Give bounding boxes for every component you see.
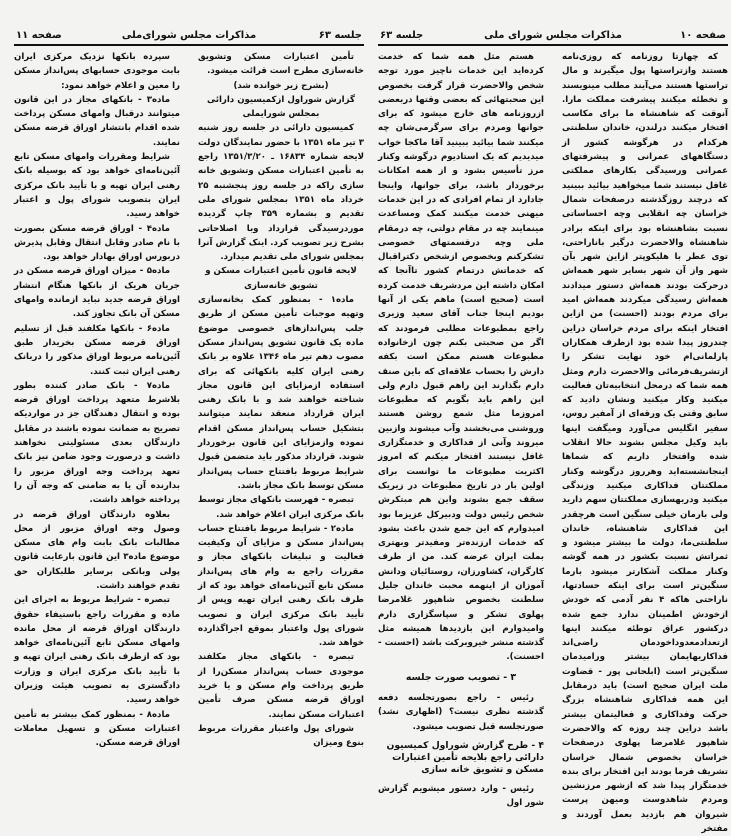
paragraph xyxy=(14,379,180,508)
session-number: جلسه ۶۳ xyxy=(380,30,424,41)
paragraph-text: بمنظور کمک بیشتر به تأمین اعتبارات مسکن و تسهیل معاملات اوراق قرضه مسکن. xyxy=(14,709,180,749)
paragraph xyxy=(14,593,180,707)
column-right xyxy=(198,50,364,751)
section-heading xyxy=(378,671,544,685)
article-label: تبصره - xyxy=(321,495,354,506)
paragraph-text: لایحه قانون تأمین اعتبارات مسکن و تشویق خانه‌سازی xyxy=(205,266,357,291)
article-label: ماده۴ - xyxy=(138,223,170,234)
session-number: جلسه ۶۳ xyxy=(318,30,362,41)
paragraph-text: شرایط مربوط به اجرای این ماده و مقررات راجع باستیفاء حقوق دارندگان اوراق قرضه از محل مانده وامهای مسکن تابع آئین‌نامه‌ای خواهد بود که ازطرف بانک رهنی ایران تهیه و با تأیید بانک مرکزی ایران و وزارت دادگستری به تصویب هیئت وزیران خواهد رسید. xyxy=(14,595,180,706)
page-11 xyxy=(14,28,365,749)
paragraph-text: شرایط مربوط بافتتاح حساب پس‌انداز مسکن و مزایای آن وکیفیت فعالیت و تبلیغات بانکهای مجاز و مقررات راجع به وام های پس‌انداز مسکن تابع آئین‌نامه‌ای خواهد بود که از طرف بانک رهنی ایران تهیه وپس از تأیید بانک مرکزی ایران و تصویب شورای پول واعتبار بموقع اجراگذارده خواهد شد. xyxy=(198,523,364,649)
paragraph xyxy=(14,322,180,379)
column-right xyxy=(562,50,728,836)
section-heading xyxy=(378,740,544,776)
paragraph xyxy=(198,93,364,107)
article-label: ماده۷ - xyxy=(133,380,170,391)
article-label: ماده۶ - xyxy=(138,323,170,334)
paragraph-text: شورای پول واعتبار مقررات مربوط بنوع ومیزان xyxy=(198,723,364,749)
paragraph-text: گزارش شوراول ازکمیسیون دارائی xyxy=(207,94,355,105)
paragraph-text: تأمین اعتبارات مسکن وتشویق خانه‌سازی مطرح است قرائت میشود. xyxy=(198,52,364,77)
publication-title: مذاکرات مجلس شورای‌ملی xyxy=(121,30,257,41)
paragraph-text: بانکهای مجاز در این قانون میتوانند درقبال وامهای مسکن پرداخت شده اقدام بانتشار اوراق قرضه مسکن نمایند. xyxy=(14,94,180,148)
paragraph-text: هستم مثل همه شما که خدمت کرده‌اید این خدمات ناچیز مورد توجه شخص والاحضرت قرار گرفت بخصوص این صحبتهائی که بعضی وقتها دربعضی ازروزنامه های خارج میشود که برای جوانها ومردم برای سرگرمی‌شان چه میکنند شما بیائید ببینید آقا ماکجا خواب میدیدیم که یک استادیوم درگوشه وکنار مرز تأسیس بشود و از همه امکانات برخوردار باشد، برای جوانها، واینجا جادارد از تمام افرادی که در این خدمات میهنی خدمت میکنند کمک ومساعدت مینمایند چه در مقام دولتی، چه درمقام ملی وچه درقسمتهای خصوصی تشکرکنم وبخصوص ازشخص دکتراقبال که خدماتش درتمام کشور تاآنجا که امکان داشته این مردشریف خدمت کرده است (صحیح است) ماهم یکی از آنها بودیم اینجا جناب آقای سعید وزیری راجع بمطبوعات مطلبی فرمودند که اگر من صحبتی بکنم چون ازخانواده مطبوعات هستم ممکن است بکفه دارش را بحساب علاقه‌ای که باین صنف دارم بگذارند این راهم قبول دارم ولی این راهم باید بگویم که مطبوعات امروزما مثل شمع روشن هستند وروشنی می‌بخشند وآب میشوند وازبین میروند وآنی از فداکاری و خدمتگزاری غافل نیستند افتخار میکنم که امروز اکثریت مطبوعات ما توانست برای اولین بار در تاریخ مطبوعات در زیریک سقف جمع بشوند واین هم مبتکرش شخص رئیس دولت ودبیرکل عزیزما بود امیدوارم که این جمع شدن باعث بشود که خدمات ارزنده‌تر ومفیدتر وبهتری بملت ایران عرضه کند. من از طرف کارگران، کشاورزان، روستائیان ودانش آموزان از اینهمه محبت خاندان جلیل سلطنت بخصوص شاهپور غلامرضا پهلوی تشکر و سپاسگزاری دارم وامیدوارم این بازدیدها همیشه مثل گذشته منشر خیروبرکت باشد (احسنت - احسنت). xyxy=(378,52,544,663)
paragraph-text: اوراق قرضه مسکن بصورت با نام صادر وقابل انتقال وقابل پذیرش دربورس اوراق بهادار خواهد بود. xyxy=(14,223,180,263)
paragraph xyxy=(198,79,364,93)
paragraph-text: شرایط ومقررات وامهای مسکن تابع آئین‌نامه‌ای خواهد بود که بوسیله بانک رهنی ایران تهیه و با تأیید بانک مرکزی ایران بتصویب شورای پول و اعتبار خواهد رسید. xyxy=(14,152,180,220)
column-left xyxy=(14,50,180,751)
publication-title: مذاکرات مجلس شورای ملی xyxy=(484,30,622,41)
article-label: ماده۱ - xyxy=(318,295,354,306)
paragraph xyxy=(14,222,180,265)
text-columns xyxy=(14,50,365,749)
paragraph-text: بانکها مکلفند قبل از تسلیم اوراق قرضه مسکن بخریدار طبق آئین‌نامه مربوط اوراق مذکور را دربانک رهنی ایران ثبت کنند. xyxy=(14,323,180,377)
page-number: صفحه ۱۰ xyxy=(680,30,726,41)
paragraph-text: ۴ - طرح گزارش شوراول کمیسیون دارائی راجع بلایحه تأمین اعتبارات مسکن و تشویق خانه سازی xyxy=(386,739,544,775)
paragraph-text: وارد دستور میشویم گزارش شور اول xyxy=(378,783,544,809)
paragraph xyxy=(198,107,364,121)
paragraph xyxy=(562,50,728,836)
article-label: ماده۳ - xyxy=(138,94,171,105)
article-label: ماده۸ - xyxy=(139,709,170,720)
page-10 xyxy=(378,28,729,835)
paragraph xyxy=(14,264,180,321)
paragraph xyxy=(198,493,364,522)
article-label: رئیس - xyxy=(502,783,534,794)
paragraph xyxy=(378,50,544,665)
paragraph-text: راجع بصورتجلسه دفعه گذشته نظری نیست؟ (اظهاری نشد) صورتجلسه قبل تصویب میشود. xyxy=(378,693,544,732)
paragraph xyxy=(14,93,180,150)
paragraph-text: (بشرح زیر خوانده شد) xyxy=(233,80,329,91)
paragraph-text: بمنظور کمک بخانه‌سازی وتهیه موجبات تأمین مسکن از طریق جلب پس‌اندازهای خصوصی موضوع ماده یک قانون تشویق پس‌انداز مسکن مصوب دهم تیر ماه ۱۳۴۶ علاوه بر بانک رهنی ایران کلیه بانکهائی که برای استفاده ازمزایای این قانون مجاز شناخته خواهند شد و با بانک رهنی ایران قرارداد منعقد نمایند میتوانند بتشکیل حساب پس‌انداز مسکن اقدام نموده وازمزایای این قانون برخوردار شوند. قرارداد مذکور باید متضمن قبول شرایط مربوط بافتتاح حساب پس‌انداز مسکن توسط بانک مجاز باشد. xyxy=(198,295,364,491)
paragraph-text: میزان اوراق قرضه مسکن در جریان هریک از بانکها هنگام انتشار اوراق قرضه جدید نباید ازمانده وامهای مسکن آن بانک تجاوز کند. xyxy=(14,266,180,320)
paragraph xyxy=(198,650,364,721)
paragraph-text: سپرده بانکها نزدیک مرکزی ایران بابت موجودی حسابهای پس‌انداز مسکن را معین و اعلام خواهد نمود: xyxy=(14,52,180,91)
paragraph xyxy=(14,150,180,221)
article-label: ماده۵ - xyxy=(139,266,171,277)
column-left xyxy=(378,50,544,811)
text-columns xyxy=(378,50,729,835)
paragraph xyxy=(198,722,364,751)
paragraph-text: بعلاوه دارندگان اوراق قرضه در وصول وجه اوراق مزبور از محل مطالبات بانک بابت وام های مسکن موضوع ماده۳ این قانون بارعایت قانون پولی وبانکی برسایر طلبکاران حق تقدم خواهند داشت. xyxy=(14,509,180,591)
article-label: تبصره - xyxy=(313,652,354,663)
paragraph-text: که چهارتا روزنامه که روزی‌نامه هستند وازتراستها پول میگیرند و مال تراستها هستند می‌آیند مطلب مینویسند و تخطئه میکنند پیشرفت مملکت مارا. آنوقت که شاهنشاه ما برای مکاسب افتخار میکنند درلندن، خاندان سلطنتی هرکدام در هرگوشه کشور از دستگاههای عمرانی و پیشرفتهای عمرانی ورسیدگی بکارهای مملکتی غافل نیستند شما میخواهید بیائید ببینید که درچند روزگذشته درصفحات شمال خراسان چه انقلابی وچه احساساتی نسبت بشاهنشاه بود برای اینکه برادر شاهنشاه والاحضرت درگیر باناراحتی، توی عطر با هلیکوپتر ازاین شهر بآن شهر واز آن شهر بسایر شهر همه‌اش درحرکت بودند همه‌اش دستور میدادند همه‌اش رسیدگی میکردند همه‌اش امید برای مردم بودند (احسنت) من ازاین افتخار اینکه برای مردم خراسان دراین چندروز پیدا شده بود ازطرف همکاران پارلمانی‌ام خود نهایت تشکر را ازتشریف‌فرمائی والاحضرت دارم ومثل همه شما که درمحل انتخابیه‌تان فعالیت میکنید وکار میکنید ونشان دادید که سابق وقتی یک ورقه‌ای از آمفیر روس، سفیر انگلیس می‌آورد ومیگفت اینها باید وکیل مجلس بشوند حالا انقلاب شده وافتخار داریم که شماها اینجانشسته‌اید وهرروز درگوشه وکنار مملکتتان فداکاری میکنید وزندگی میکنید ودربهسازی مملکتتان سهم دارید ولی بارمان خیلی سنگین است هرچقدر این فداکاری شاهنشاه، خاندان سلطنتی‌ما، دولت ما بیشتر میشود و ثمراتش نسبت بکشور در همه گوشه وکنار مملکت آشکارتر میشود بارما سنگین‌تر است برای اینکه حسادتها، ناراحتی هاکه ۴ نفر آدمی که خودش ازخودش اطمینان ندارد جمع شده درکشور عراق توطئه میکنند اینها ازتعدادمعدوداخودمان راضی‌اند فداکاریهایمان بیشتر ورامیدمان سنگین‌تر است (ابلحانی پور - قضاوت ملت ایران صحیح است) باید درمقابل این همه فداکاری شاهنشاه بزرگ حرکت وفداکاری و فعالیتمان بیشتر باشد دراین چند روزه که والاحضرت شاهپور غلامرضا پهلوی درصفحات خراسان بخصوص شمال خراسان تشریف فرما بودند این افتخار برای بنده خدمتگزار پیدا شد که ازشهر مرزنشین ومردم شاهدوست ومیهن پرست شیروان هم بازدید بعمل آوردند و مفتخر xyxy=(562,52,729,835)
page-number: صفحه ۱۱ xyxy=(16,30,62,41)
paragraph xyxy=(198,121,364,264)
article-label: تبصره - xyxy=(137,595,171,606)
paragraph-text: ۳ - تصویب صورت جلسه xyxy=(405,671,517,683)
paragraph xyxy=(14,508,180,594)
page-header xyxy=(14,28,364,46)
paragraph xyxy=(198,264,364,293)
page-header xyxy=(378,28,728,46)
paragraph-text: بانکهای مجاز مکلفند موجودی حساب پس‌انداز مسکن‌را از طریق پرداخت وام مسکن و یا خرید اوراق قرضه مسکن صرف تأمین اعتبارات مسکن نمایند. xyxy=(198,652,364,720)
paragraph-text: بمجلس شورایملی xyxy=(242,109,320,120)
paragraph-text: کمیسیون دارائی در جلسه روز شنبه ۳ تیر ماه ۱۳۵۱ با حضور نمایندگان دولت لایحه شماره ۱۶۸۳۴ ـ ۱۳۵۱/۳/۲۰ راجع به تأمین اعتبارات مسکن وتشویق خانه سازی راکه در جلسه روز پنجشنبه ۲۵ خرداد ماه ۱۳۵۱ بمجلس شورای ملی تقدیم و بشماره ۳۵۹ چاپ گردیده موردرسیدگی قرارداد وبا اصلاحاتی بشرح زیر تصویب کرد. اینک گزارش آنرا بمجلس شورای ملی تقدیم میدارد. xyxy=(198,123,365,263)
paragraph xyxy=(198,522,364,651)
paragraph xyxy=(378,782,544,811)
paragraph xyxy=(198,293,364,493)
paragraph xyxy=(378,691,544,734)
paragraph xyxy=(14,708,180,751)
article-label: رئیس - xyxy=(496,693,534,704)
paragraph-text: فهرست بانکهای مجاز توسط بانک مرکزی ایران اعلام خواهد شد. xyxy=(198,495,364,520)
paragraph xyxy=(198,50,364,79)
article-label: ماده۲ - xyxy=(323,523,354,534)
paragraph xyxy=(14,50,180,93)
paragraph-text: بانک صادر کننده بطور بلاشرط متعهد پرداخت اوراق قرضه بوده و انتقال دهندگان جز در مواردیکه تصریح به ضمانت نموده باشند در مقابل دارندگان بعدی مسئولیتی نخواهند داشت و درصورت وجود ضامن نیز بانک تعهد پرداخت وجه اوراق مزبور را بدارنده آن یا به ضامنی که وجه آن را پرداخته خواهد داشت. xyxy=(14,380,180,506)
